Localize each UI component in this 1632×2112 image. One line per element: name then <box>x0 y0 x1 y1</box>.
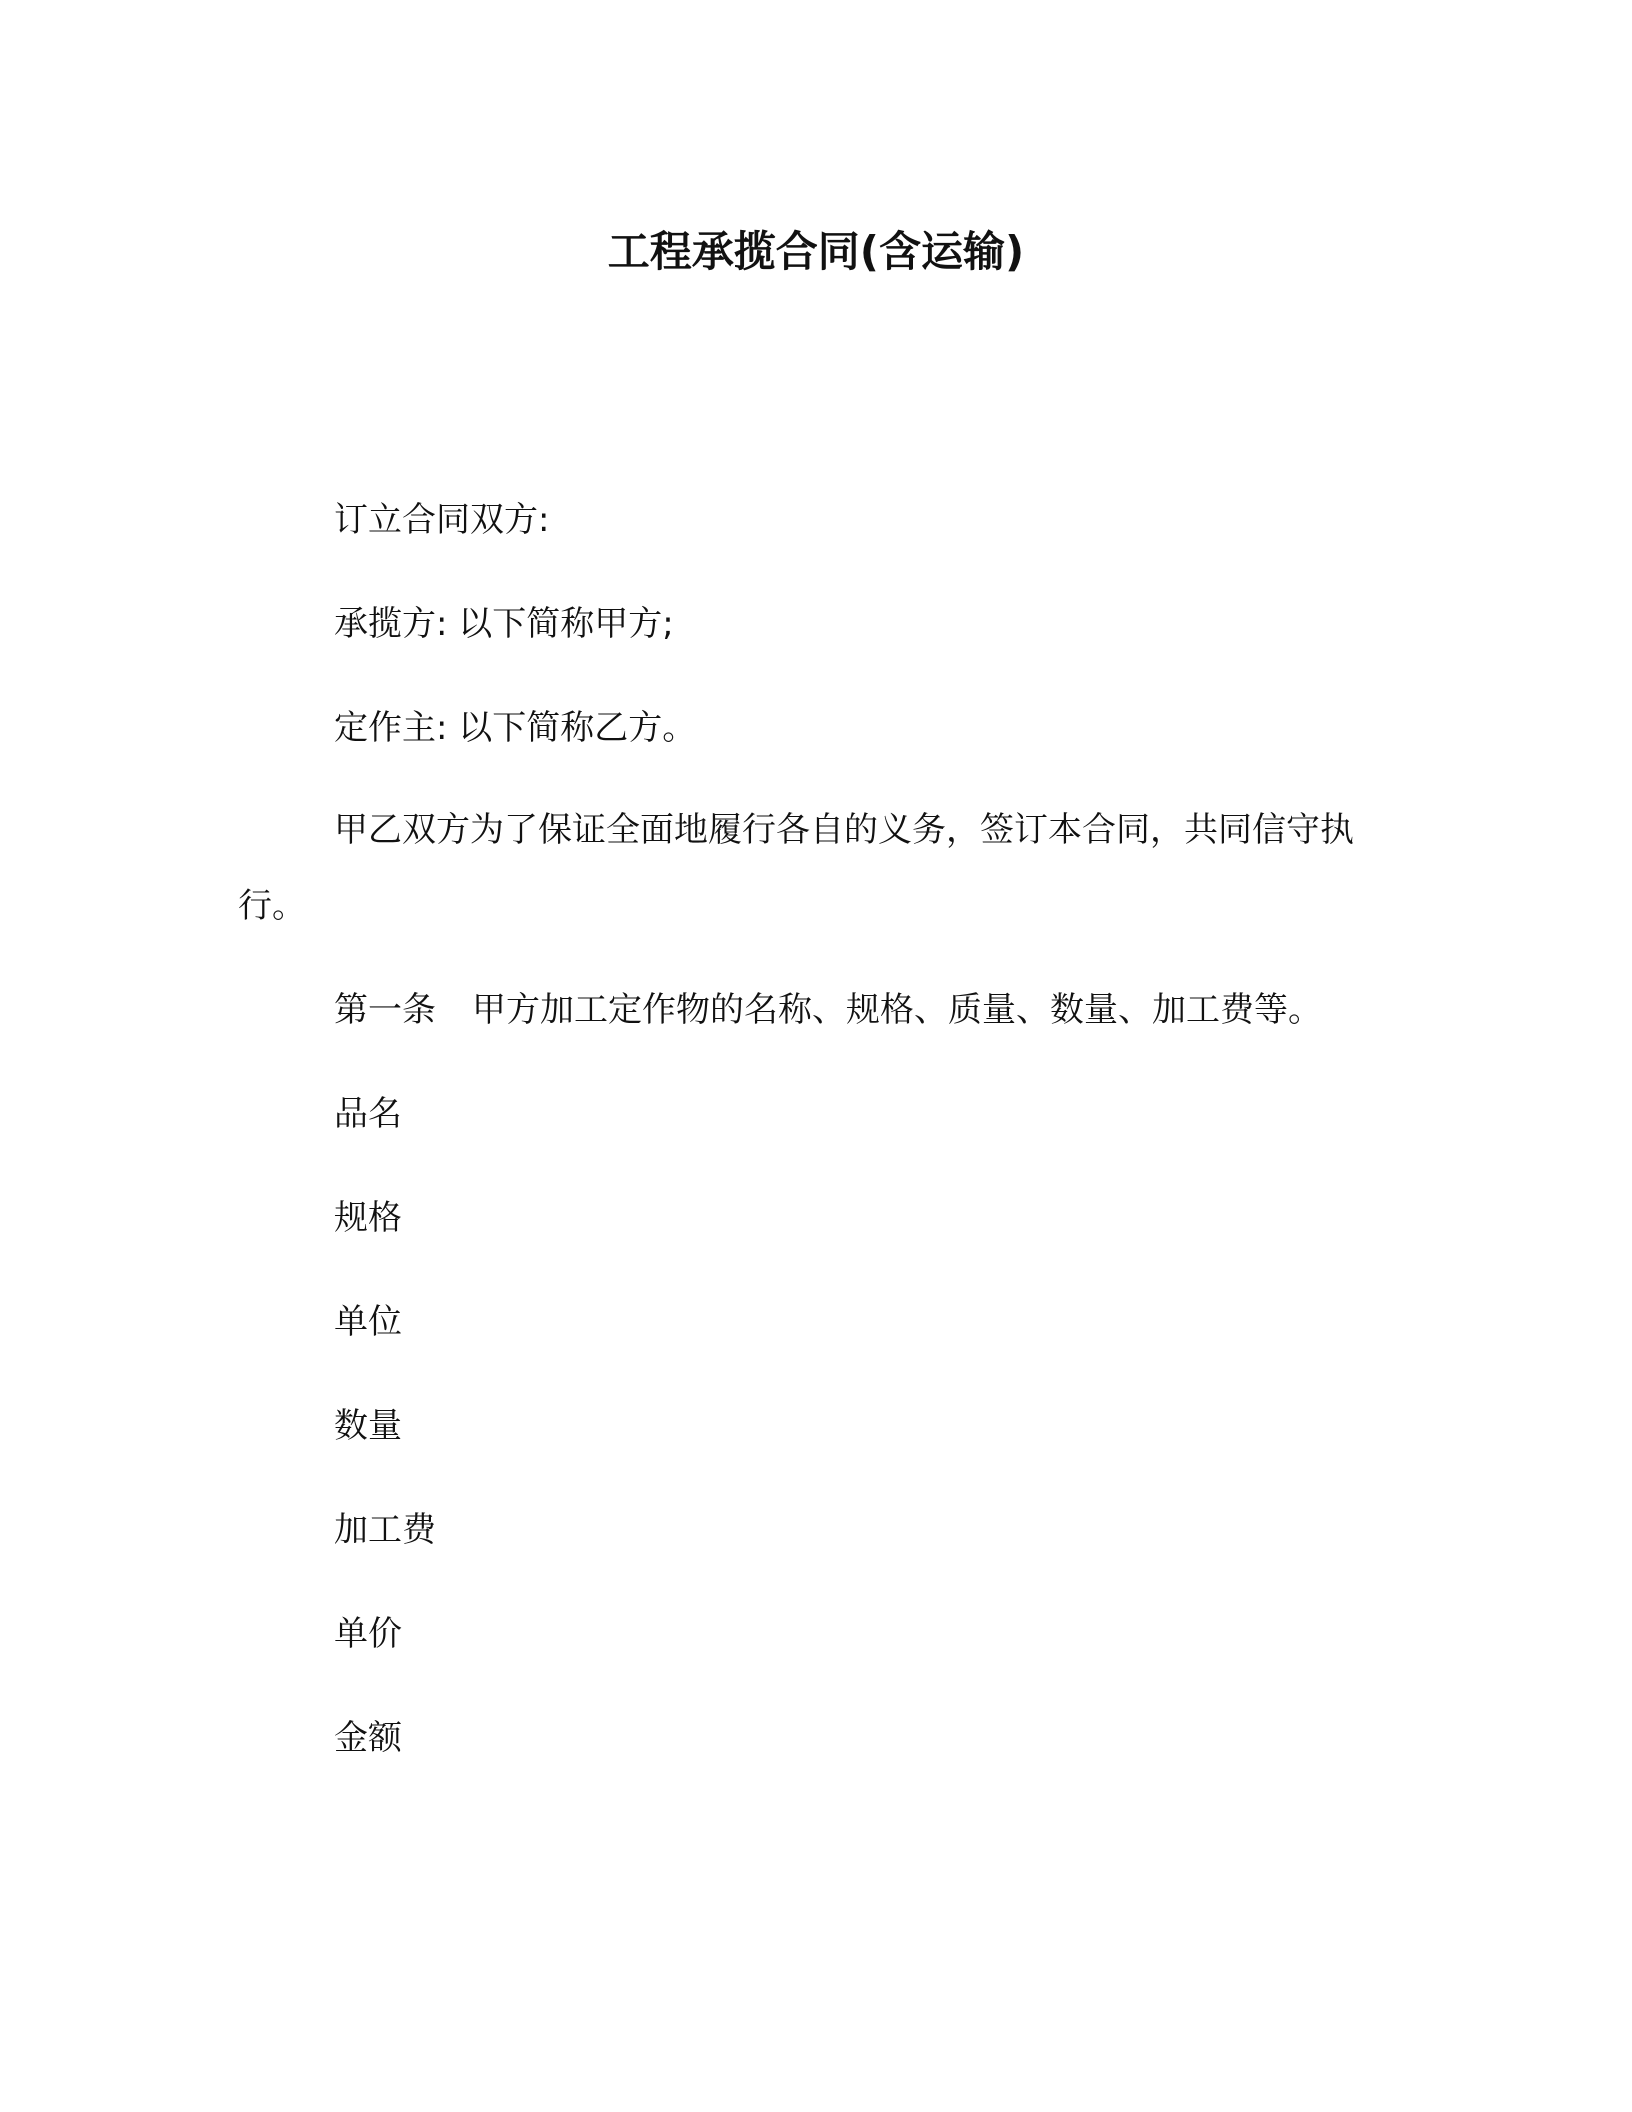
field-quantity: 数量 <box>334 1406 402 1446</box>
intro-paragraph: 甲乙双方为了保证全面地履行各自的义务，签订本合同，共同信守执行。 <box>238 810 1354 926</box>
article-one-label: 第一条 <box>334 990 436 1030</box>
field-specification: 规格 <box>334 1198 402 1238</box>
field-unit: 单位 <box>334 1302 402 1342</box>
field-unit-price: 单价 <box>334 1614 402 1654</box>
field-processing-fee: 加工费 <box>334 1510 436 1550</box>
parties-heading: 订立合同双方: <box>334 500 550 540</box>
document-title: 工程承揽合同(含运输) <box>607 227 1025 276</box>
article-one-text: 甲方加工定作物的名称、规格、质量、数量、加工费等。 <box>472 990 1322 1030</box>
contractor-line: 承揽方: 以下简称甲方; <box>334 604 674 644</box>
client-line: 定作主: 以下简称乙方。 <box>334 708 697 748</box>
field-product-name: 品名 <box>334 1094 402 1134</box>
article-one <box>334 986 1322 1034</box>
field-amount: 金额 <box>334 1718 402 1758</box>
